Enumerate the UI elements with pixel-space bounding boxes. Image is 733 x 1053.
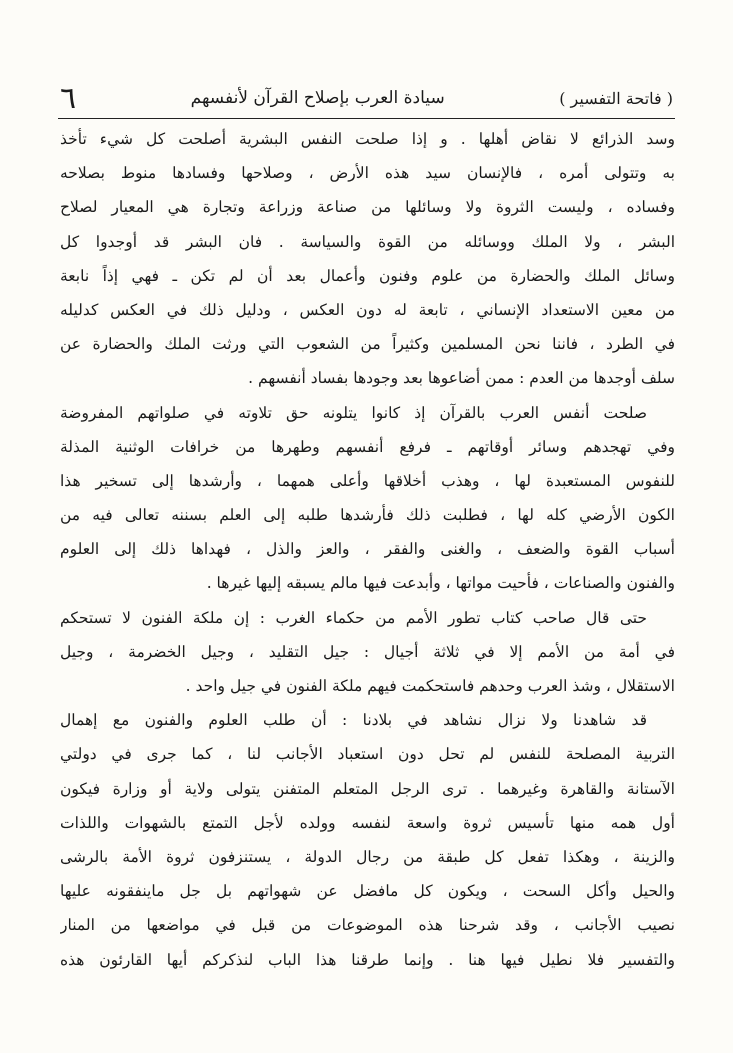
text-line: قد شاهدنا ولا نزال نشاهد في بلادنا : أن طلب العلوم والفنون مع إهمال (60, 711, 647, 730)
text-line: الاستقلال ، وشذ العرب وحدهم فاستحكمت فيهم ملكة الفنون في جيل واحد . (185, 677, 675, 695)
text-line: والفنون والصناعات ، فأحيت مواتها ، وأبدعت فيها مالم يسبقه إليها غيرها . (206, 574, 675, 593)
text-line: التربية المصلحة للنفس لم تحل دون استعباد الأجانب لنا ، كما جرى في دولتي (60, 745, 675, 764)
text-line: صلحت أنفس العرب بالقرآن إذ كانوا يتلونه حق تلاوته في صلواتهم المفروضة (60, 403, 647, 422)
text-line: والحيل وأكل السحت ، ويكون كل مافضل عن شهواتهم بل جل ماينفقونه عليها (60, 882, 675, 901)
page-number: ٦ (60, 80, 77, 116)
paragraph (60, 703, 675, 977)
text-line: في الطرد ، فاننا نحن المسلمين وكثيراً من الشعوب التي ورثت الملك والحضارة عن (60, 335, 675, 354)
text-line: سلف أوجدها من العدم : ممن أضاعوها بعد وجودها بفساد أنفسهم . (248, 369, 675, 388)
paragraph (60, 122, 675, 396)
running-title: سيادة العرب بإصلاح القرآن لأنفسهم (190, 88, 445, 108)
text-line: أسباب القوة والضعف ، والغنى والفقر ، والعز والذل ، فهداها ذلك إلى العلوم (60, 540, 675, 559)
text-line: للنفوس المستعبدة لها ، وهذب أخلاقها وأعلى همهما ، وأرشدها إلى تسخير هذا (60, 471, 675, 490)
page-header (60, 82, 673, 114)
text-line: من معين الاستعداد الإنساني ، تابعة له دون العكس ، ودليل ذلك في العكس كدليله (60, 300, 675, 319)
text-line: أول همه منها تأسيس ثروة واسعة لنفسه وولده لأجل التمتع بالشهوات واللذات (60, 813, 675, 832)
text-line: الآستانة والقاهرة وغيرهما . ترى الرجل المتعلم المتفنن يتولى ولاية أو وزارة فيكون (60, 779, 675, 798)
text-line: والتفسير فلا نطيل فيها هنا . وإنما طرقنا هذا الباب لنذكركم أيها القارئون هذه (60, 950, 675, 969)
page-body (60, 122, 675, 977)
text-line: وفي تهجدهم وسائر أوقاتهم ـ فرفع أنفسهم وطهرها من خرافات الوثنية المذلة (60, 437, 675, 456)
text-line: في أمة من الأمم إلا في ثلاثة أجيال : جيل التقليد ، وجيل الخضرمة ، وجيل (60, 642, 675, 661)
section-title: ( فاتحة التفسير ) (559, 88, 673, 108)
text-line: البشر ، ولا الملك ووسائله من القوة والسياسة . فان البشر قد أوجدوا كل (60, 232, 675, 251)
text-line: الكون الأرضي كله لها ، فطلبت ذلك فأرشدها طلبه إلى العلم بسننه تعالى فيه من (60, 506, 675, 525)
header-rule (58, 118, 675, 119)
text-line: والزينة ، وهكذا تفعل كل طبقة من رجال الدولة ، يستنزفون ثروة الأمة بالرشى (60, 847, 675, 866)
paragraph (60, 601, 675, 704)
text-line: نصيب الأجانب ، وقد شرحنا هذه الموضوعات من قبل في مواضعها من المنار (60, 916, 675, 935)
paragraph (60, 396, 675, 601)
text-line: وسد الذرائع لا نقاض أهلها . و إذا صلحت النفس البشرية أصلحت كل شيء تأخذ (60, 130, 675, 148)
text-line: به وتتولى أمره ، فالإنسان سيد هذه الأرض ، وصلاحها وفسادها منوط بصلاحه (60, 164, 675, 183)
text-line: وفساده ، وليست الثروة ولا وسائلها من صناعة وزراعة وتجارة هي المعيار لصلاح (60, 198, 675, 217)
text-line: حتى قال صاحب كتاب تطور الأمم من حكماء الغرب : إن ملكة الفنون لا تستحكم (60, 608, 647, 627)
text-line: وسائل الملك والحضارة من علوم وفنون وأعمال بعد أن لم تكن ـ فهي إذاً نابعة (60, 266, 675, 285)
